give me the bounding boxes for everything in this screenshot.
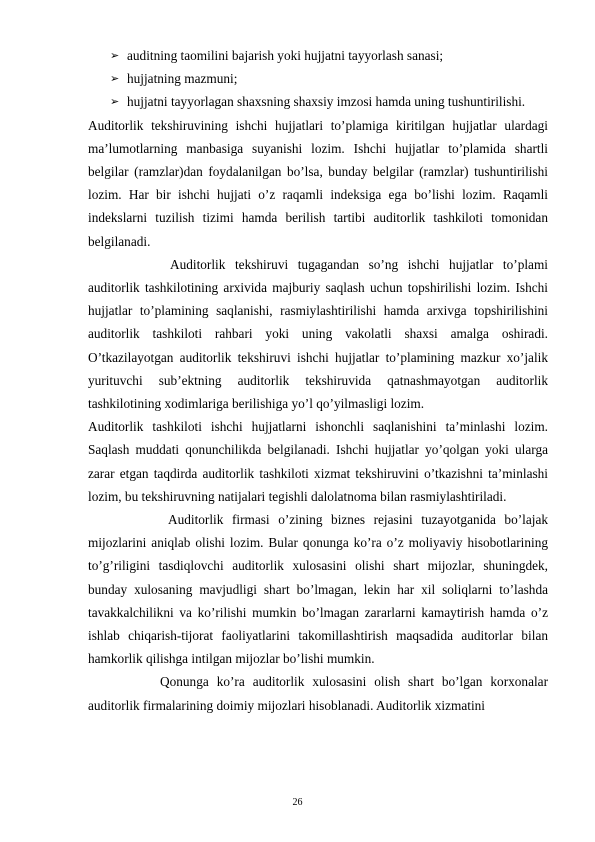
list-item-text: auditning taomilini bajarish yoki hujjatni tayyorlash sanasi; — [127, 48, 444, 63]
paragraph-working-papers: Auditorlik tekshiruvining ishchi hujjatlari to’plamiga kiritilgan hujjatlar ulardagi ma’lumotlarning manbasiga suyanishi lozim. Ishchi hujjatlar to’plamida shartli belgilar (ramzlar)dan foydalanilgan bo’lsa, bunday belgilar (ramzlar) tushuntirilishi lozim. Har bir ishchi hujjati o’z raqamli indeksiga ega bo’lishi lozim. Raqamli indekslarni tuzilish tizimi hamda berilish tartibi auditorlik tashkiloti tomonidan belgilanadi. — [88, 117, 548, 249]
list-item-text: hujjatning mazmuni; — [127, 71, 238, 87]
list-item — [88, 90, 548, 113]
arrow-bullet-icon: ➢ — [110, 49, 120, 62]
page-number: 26 — [292, 797, 303, 808]
list-item — [88, 67, 548, 90]
document-page — [88, 44, 548, 717]
paragraph-storage: Auditorlik tashkiloti ishchi hujjatlarni ishonchli saqlanishini ta’minlashi lozim. Saqlash muddati qonunchilikda belgilanadi. Ishchi hujjatlar yo’qolgan yoki ularga zarar etgan taqdirda auditorlik tashkiloti xizmat tekshiruvini o’tkazishni ta’minlashi lozim, bu tekshiruvning natijalari tegishli dalolatnoma bilan rasmiylashtiriladi. — [88, 419, 548, 504]
list-item — [88, 44, 548, 67]
paragraph-archive: Auditorlik tekshiruvi tugagandan so’ng ishchi hujjatlar to’plami auditorlik tashkilotining arxivida majburiy saqlash uchun topshirilishi lozim. Ishchi hujjatlar to’plamining saqlanishi, rasmiylashtirilishi hamda arxivga topshirilishini auditorlik tashkiloti rahbari yoki uning vakolatli shaxsi amalga oshiradi. O’tkazilayotgan auditorlik tekshiruvi ishchi hujjatlar to’plamining mazkur xo’jalik yurituvchi sub’ektning auditorlik tekshiruvida qatnashmayotgan auditorlik tashkilotining xodimlariga berilishiga yo’l qo’yilmasligi lozim. — [88, 256, 548, 412]
paragraph-clients: Auditorlik firmasi o’zining biznes rejasini tuzayotganida bo’lajak mijozlarini aniqlab olishi lozim. Bular qonunga ko’ra o’z moliyaviy hisobotlarining to’g’riligini tasdiqlovchi auditorlik xulosasini olishi shart mijozlar, shuningdek, bunday xulosaning mavjudligi shart bo’lmagan, lekin har xil soliqlarni to’lashda tavakkalchilikni va ko’rilishi mumkin bo’lmagan zararlarni kamaytirish hamda o’z ishlab chiqarish-tijorat faoliyatlarini takomillashtirish maqsadida auditorlar bilan hamkorlik qilishga intilgan mijozlar bo’lishi mumkin. — [88, 512, 548, 667]
list-item-text: hujjatni tayyorlagan shaxsning shaxsiy imzosi hamda uning tushuntirilishi. — [127, 94, 526, 110]
arrow-bullet-icon: ➢ — [110, 72, 120, 86]
requirements-list — [88, 44, 548, 114]
paragraph-regular-clients: Qonunga ko’ra auditorlik xulosasini olish shart bo’lgan korxonalar auditorlik firmalarining doimiy mijozlari hisoblanadi. Auditorlik xizmatini — [88, 674, 548, 713]
arrow-bullet-icon: ➢ — [110, 95, 120, 109]
